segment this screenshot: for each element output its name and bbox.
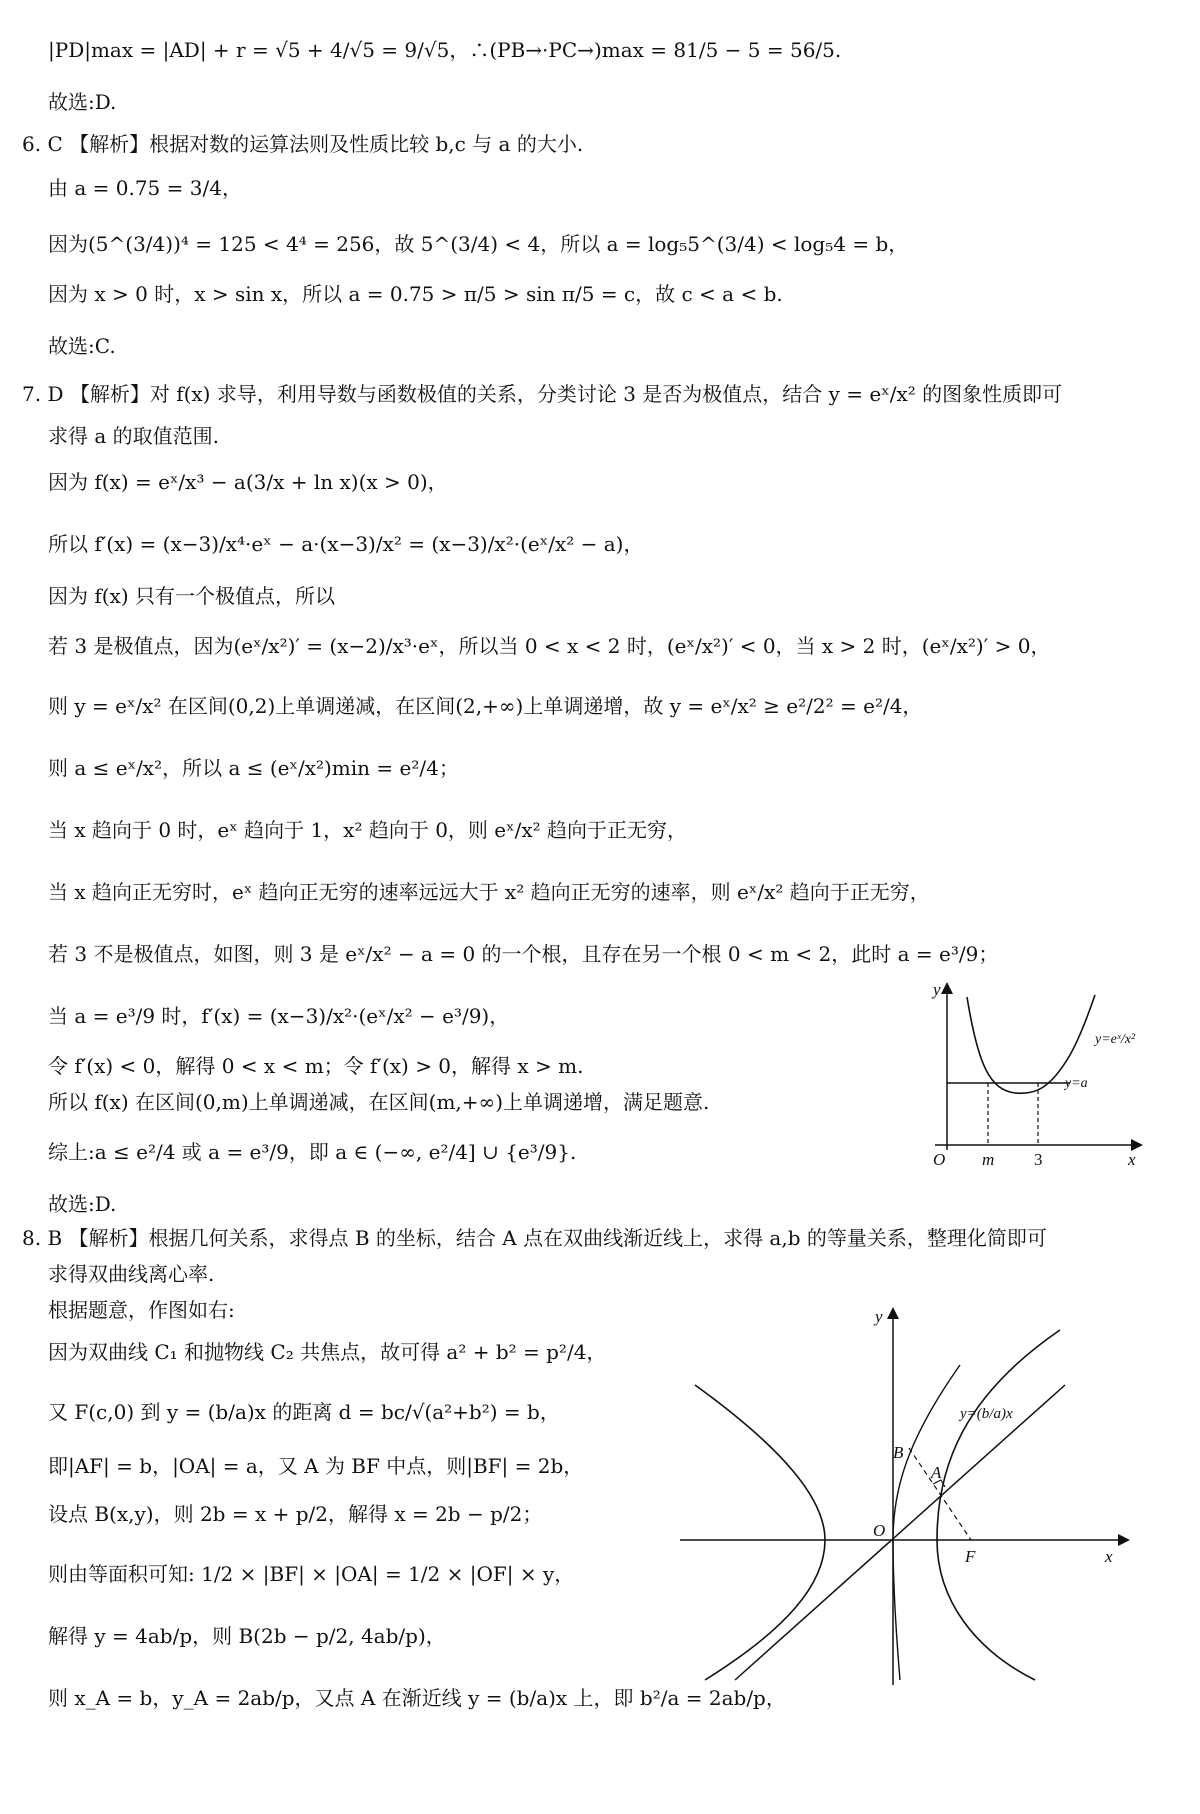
text-line-l02: 故选:D. (48, 90, 117, 114)
text-line-l08: 7. D 【解析】对 f(x) 求导，利用导数与函数极值的关系，分类讨论 3 是否为极值点，结合 y = eˣ/x² 的图象性质即可 (22, 382, 1063, 406)
text-line-l07: 故选:C. (48, 334, 116, 358)
label-B: B (893, 1443, 904, 1462)
hyperbola-left (695, 1385, 825, 1680)
label-F: F (965, 1547, 976, 1566)
text-line-l20: 令 f′(x) < 0，解得 0 < x < m；令 f′(x) > 0，解得 x > m. (48, 1054, 584, 1078)
text-line-l32: 解得 y = 4ab/p，则 B(2b − p/2, 4ab/p)， (48, 1624, 446, 1648)
text-line-l05: 因为(5^(3/4))⁴ = 125 < 4⁴ = 256，故 5^(3/4) < 4，所以 a = log₅5^(3/4) < log₅4 = b， (48, 232, 909, 256)
text-line-l25: 求得双曲线离心率. (48, 1262, 215, 1286)
label-A: A (931, 1463, 942, 1482)
text-line-l04: 由 a = 0.75 = 3/4， (48, 176, 242, 200)
text-line-l10: 因为 f(x) = eˣ/x³ − a(3/x + ln x)(x > 0)， (48, 470, 448, 494)
text-line-l31: 则由等面积可知: 1/2 × |BF| × |OA| = 1/2 × |OF| × y， (48, 1562, 575, 1586)
figure-exp-over-x2 (900, 975, 1150, 1170)
text-line-l11: 所以 f′(x) = (x−3)/x⁴·eˣ − a·(x−3)/x² = (x−3)/x²·(eˣ/x² − a)， (48, 532, 644, 556)
label-y: y (933, 980, 941, 999)
text-line-l01: |PD|max = |AD| + r = √5 + 4/√5 = 9/√5，∴(PB→·PC→)max = 81/5 − 5 = 56/5. (48, 38, 842, 62)
label-curve: y=eˣ/x² (1095, 1032, 1136, 1047)
text-line-l15: 则 a ≤ eˣ/x²，所以 a ≤ (eˣ/x²)min = e²/4； (48, 756, 459, 780)
label-y-equals-a: y=a (1065, 1076, 1088, 1091)
text-line-l12: 因为 f(x) 只有一个极值点，所以 (48, 584, 336, 608)
text-line-l33: 则 x_A = b，y_A = 2ab/p，又点 A 在渐近线 y = (b/a)x 上，即 b²/a = 2ab/p， (48, 1686, 786, 1710)
text-line-l14: 则 y = eˣ/x² 在区间(0,2)上单调递减，在区间(2,+∞)上单调递增，故 y = eˣ/x² ≥ e²/2² = e²/4， (48, 694, 923, 718)
text-line-l29: 即|AF| = b，|OA| = a，又 A 为 BF 中点，则|BF| = 2b， (48, 1454, 584, 1478)
dashed-BF (909, 1448, 971, 1540)
text-line-l19: 当 a = e³/9 时，f′(x) = (x−3)/x²·(eˣ/x² − e³/9)， (48, 1004, 510, 1028)
text-line-l27: 因为双曲线 C₁ 和抛物线 C₂ 共焦点，故可得 a² + b² = p²/4， (48, 1340, 607, 1364)
text-line-l23: 故选:D. (48, 1192, 117, 1216)
figure-hyperbola (675, 1300, 1135, 1685)
text-line-l18: 若 3 不是极值点，如图，则 3 是 eˣ/x² − a = 0 的一个根，且存在另一个根 0 < m < 2，此时 a = e³/9； (48, 942, 999, 966)
text-line-l17: 当 x 趋向正无穷时，eˣ 趋向正无穷的速率远远大于 x² 趋向正无穷的速率，则 eˣ/x² 趋向于正无穷， (48, 880, 930, 904)
asymptote-pos (735, 1385, 1065, 1680)
hyperbola-right (937, 1330, 1060, 1680)
text-line-l09: 求得 a 的取值范围. (48, 424, 219, 448)
text-line-l16: 当 x 趋向于 0 时，eˣ 趋向于 1，x² 趋向于 0，则 eˣ/x² 趋向于正无穷， (48, 818, 687, 842)
text-line-l22: 综上:a ≤ e²/4 或 a = e³/9，即 a ∈ (−∞, e²/4] ∪ {e³/9}. (48, 1140, 577, 1164)
parabola (893, 1365, 960, 1680)
label-asymptote: y=(b/a)x (960, 1406, 1013, 1422)
text-line-l03: 6. C 【解析】根据对数的运算法则及性质比较 b,c 与 a 的大小. (22, 132, 584, 156)
text-line-l28: 又 F(c,0) 到 y = (b/a)x 的距离 d = bc/√(a²+b²) = b， (48, 1400, 560, 1424)
text-line-l13: 若 3 是极值点，因为(eˣ/x²)′ = (x−2)/x³·eˣ，所以当 0 < x < 2 时，(eˣ/x²)′ < 0，当 x > 2 时，(eˣ/x²)′ > 0， (48, 634, 1051, 658)
text-line-l26: 根据题意，作图如右: (48, 1298, 235, 1322)
text-line-l21: 所以 f(x) 在区间(0,m)上单调递减，在区间(m,+∞)上单调递增，满足题意. (48, 1090, 710, 1114)
text-line-l30: 设点 B(x,y)，则 2b = x + p/2，解得 x = 2b − p/2； (48, 1502, 543, 1526)
label-m: m (982, 1150, 995, 1169)
label-origin: O (873, 1521, 886, 1540)
label-y: y (875, 1307, 883, 1326)
text-line-l06: 因为 x > 0 时，x > sin x，所以 a = 0.75 > π/5 > sin π/5 = c，故 c < a < b. (48, 282, 783, 306)
label-origin: O (933, 1150, 946, 1169)
text-line-l24: 8. B 【解析】根据几何关系，求得点 B 的坐标，结合 A 点在双曲线渐近线上，求得 a,b 的等量关系，整理化简即可 (22, 1226, 1047, 1250)
label-x: x (1128, 1150, 1136, 1169)
label-x: x (1105, 1547, 1113, 1566)
label-3: 3 (1034, 1150, 1043, 1169)
